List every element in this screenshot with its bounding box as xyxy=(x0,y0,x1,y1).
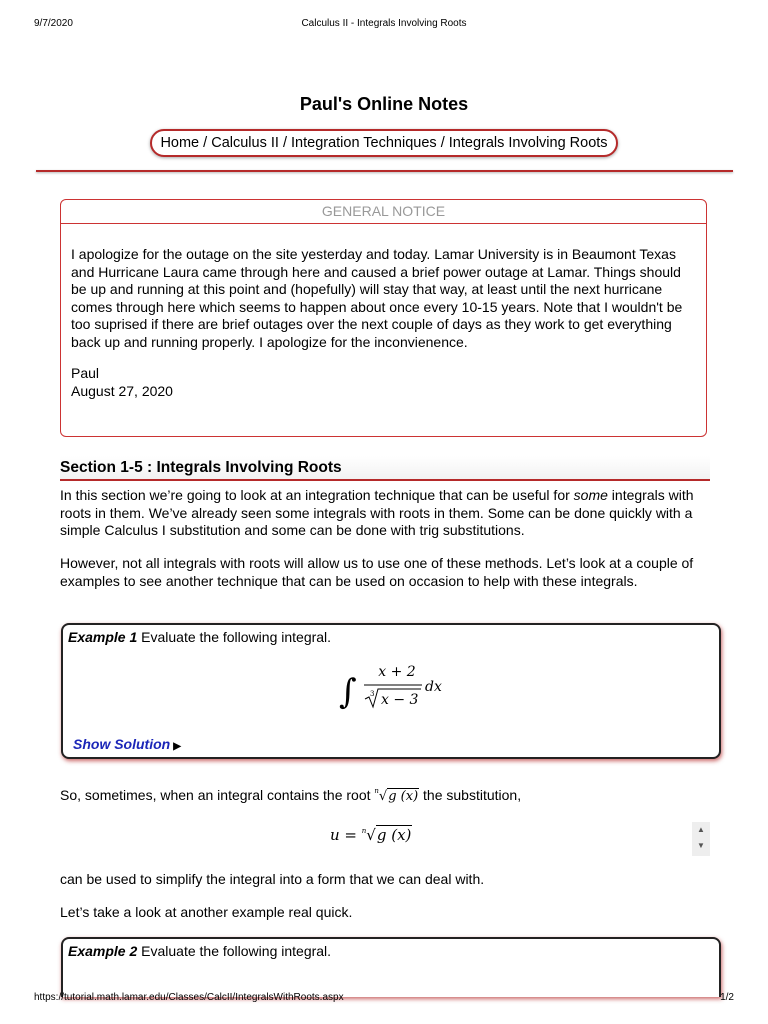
header-divider xyxy=(36,170,733,172)
breadcrumb-home[interactable]: Home xyxy=(160,135,200,151)
general-notice xyxy=(60,199,707,437)
page-number: 1/2 xyxy=(720,992,734,1003)
root-paragraph: So, sometimes, when an integral contains the root $^n$√g (x) the substitution, xyxy=(60,787,522,804)
svg-text:x + 2: x + 2 xyxy=(378,664,416,680)
another-example-paragraph: Let’s take a look at another example real quick. xyxy=(60,904,353,920)
page-url[interactable]: https://tutorial.math.lamar.edu/Classes/CalcII/IntegralsWithRoots.aspx xyxy=(34,992,344,1003)
print-footer xyxy=(34,992,734,1006)
example-2-label: Example 2 xyxy=(68,943,138,959)
breadcrumb-separator: / xyxy=(278,135,292,151)
print-title: Calculus II - Integrals Involving Roots xyxy=(301,18,467,29)
scroll-control[interactable] xyxy=(692,822,710,856)
svg-text:∫: ∫ xyxy=(339,672,357,712)
example-2-box xyxy=(61,937,721,997)
svg-text:3: 3 xyxy=(370,690,375,698)
show-solution-link[interactable]: Show Solution ▶ xyxy=(73,736,181,752)
simplify-paragraph: can be used to simplify the integral into a form that we can deal with. xyxy=(60,871,485,887)
example-1-box xyxy=(61,623,721,759)
breadcrumb-calculus-ii[interactable]: Calculus II xyxy=(211,135,279,151)
scroll-down-icon[interactable]: ▼ xyxy=(697,841,705,850)
substitution-equation: u = $^n$√g (x) xyxy=(330,826,412,844)
breadcrumb-separator: / xyxy=(199,135,212,151)
section-title: Section 1-5 : Integrals Involving Roots xyxy=(60,456,710,481)
example-2-text: Evaluate the following integral. xyxy=(137,943,332,959)
breadcrumb-current: Integrals Involving Roots xyxy=(448,135,608,151)
emphasis-some: some xyxy=(573,487,608,503)
breadcrumb xyxy=(150,129,617,157)
scroll-up-icon[interactable]: ▲ xyxy=(697,825,705,834)
intro-paragraph: In this section we’re going to look at an integration technique that can be useful for some integrals with roots in them. We’ve already seen some integrals with roots in them. Some can be done quickly with a simple Calculus I substitution and some can be done with trig substitutions. xyxy=(60,487,694,538)
expand-arrow-icon: ▶ xyxy=(173,741,181,752)
svg-text:dx: dx xyxy=(425,679,442,695)
breadcrumb-separator: / xyxy=(436,135,449,151)
svg-text:x − 3: x − 3 xyxy=(381,692,419,708)
notice-date: August 27, 2020 xyxy=(71,382,173,399)
notice-title: GENERAL NOTICE xyxy=(61,200,706,224)
breadcrumb-integration-techniques[interactable]: Integration Techniques xyxy=(291,135,437,151)
example-1-integral xyxy=(335,659,455,721)
site-title[interactable]: Paul's Online Notes xyxy=(299,94,469,114)
notice-signature: Paul xyxy=(71,365,100,381)
root-expression: $^n$√g (x) xyxy=(374,787,419,804)
print-header xyxy=(34,18,734,32)
print-date: 9/7/2020 xyxy=(34,18,73,29)
example-1-label: Example 1 xyxy=(68,629,138,645)
notice-body: I apologize for the outage on the site yesterday and today. Lamar University is in Beaumont Texas and Hurricane Laura came through here and caused a brief power outage at Lamar. Things should be up and running at this point and (hopefully) will stay that way, at least until the next hurricane comes through here which seems to happen about once every 10-15 years. Note that I wouldn't be too suprised if there are brief outages over the next couple of days as they work to get everything back up and running properly. I apologize for the inconvienence. xyxy=(71,246,683,350)
example-1-text: Evaluate the following integral. xyxy=(137,629,332,645)
second-paragraph: However, not all integrals with roots will allow us to use one of these methods. Let’s look at a couple of examples to see another technique that can be used on occasion to help with these integrals. xyxy=(60,555,694,589)
